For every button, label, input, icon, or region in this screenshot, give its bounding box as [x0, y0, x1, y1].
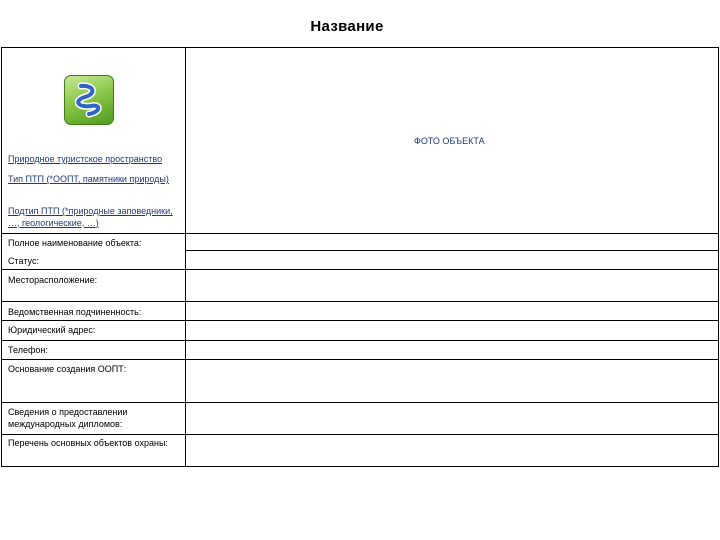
- row-divider: [2, 269, 718, 270]
- row-divider: [2, 359, 718, 360]
- photo-placeholder-label: ФОТО ОБЪЕКТА: [414, 136, 485, 146]
- field-location: Месторасположение:: [8, 275, 98, 285]
- river-wave-icon: [64, 75, 114, 125]
- link-tourist-space[interactable]: Природное туристское пространство: [8, 154, 163, 164]
- field-phone: Телефон:: [8, 345, 48, 355]
- header-left-cell: [2, 48, 185, 233]
- field-diplomas: Сведения о предоставлении международных дипломов:: [8, 407, 128, 429]
- passport-table: [1, 47, 719, 467]
- field-legal-address: Юридический адрес:: [8, 325, 96, 335]
- row-divider: [2, 402, 718, 403]
- link-ptp-type[interactable]: Тип ПТП (*ООПТ, памятники природы): [8, 174, 169, 184]
- field-subordination: Ведомственная подчиненность:: [8, 307, 142, 317]
- field-creation-basis: Основание создания ООПТ:: [8, 364, 127, 374]
- row-subdivider: [185, 250, 718, 251]
- link-ptp-subtype[interactable]: Подтип ПТП (*природные заповедники, …, геологические, …): [8, 206, 173, 228]
- column-divider: [185, 48, 186, 466]
- field-status: Статус:: [8, 256, 39, 266]
- field-full-name: Полное наименование объекта:: [8, 238, 142, 248]
- field-protected-objects: Перечень основных объектов охраны:: [8, 438, 168, 448]
- row-divider: [2, 340, 718, 341]
- row-divider: [2, 301, 718, 302]
- row-divider: [2, 320, 718, 321]
- row-divider: [2, 233, 718, 234]
- row-divider: [2, 434, 718, 435]
- page-title: Название: [310, 18, 384, 35]
